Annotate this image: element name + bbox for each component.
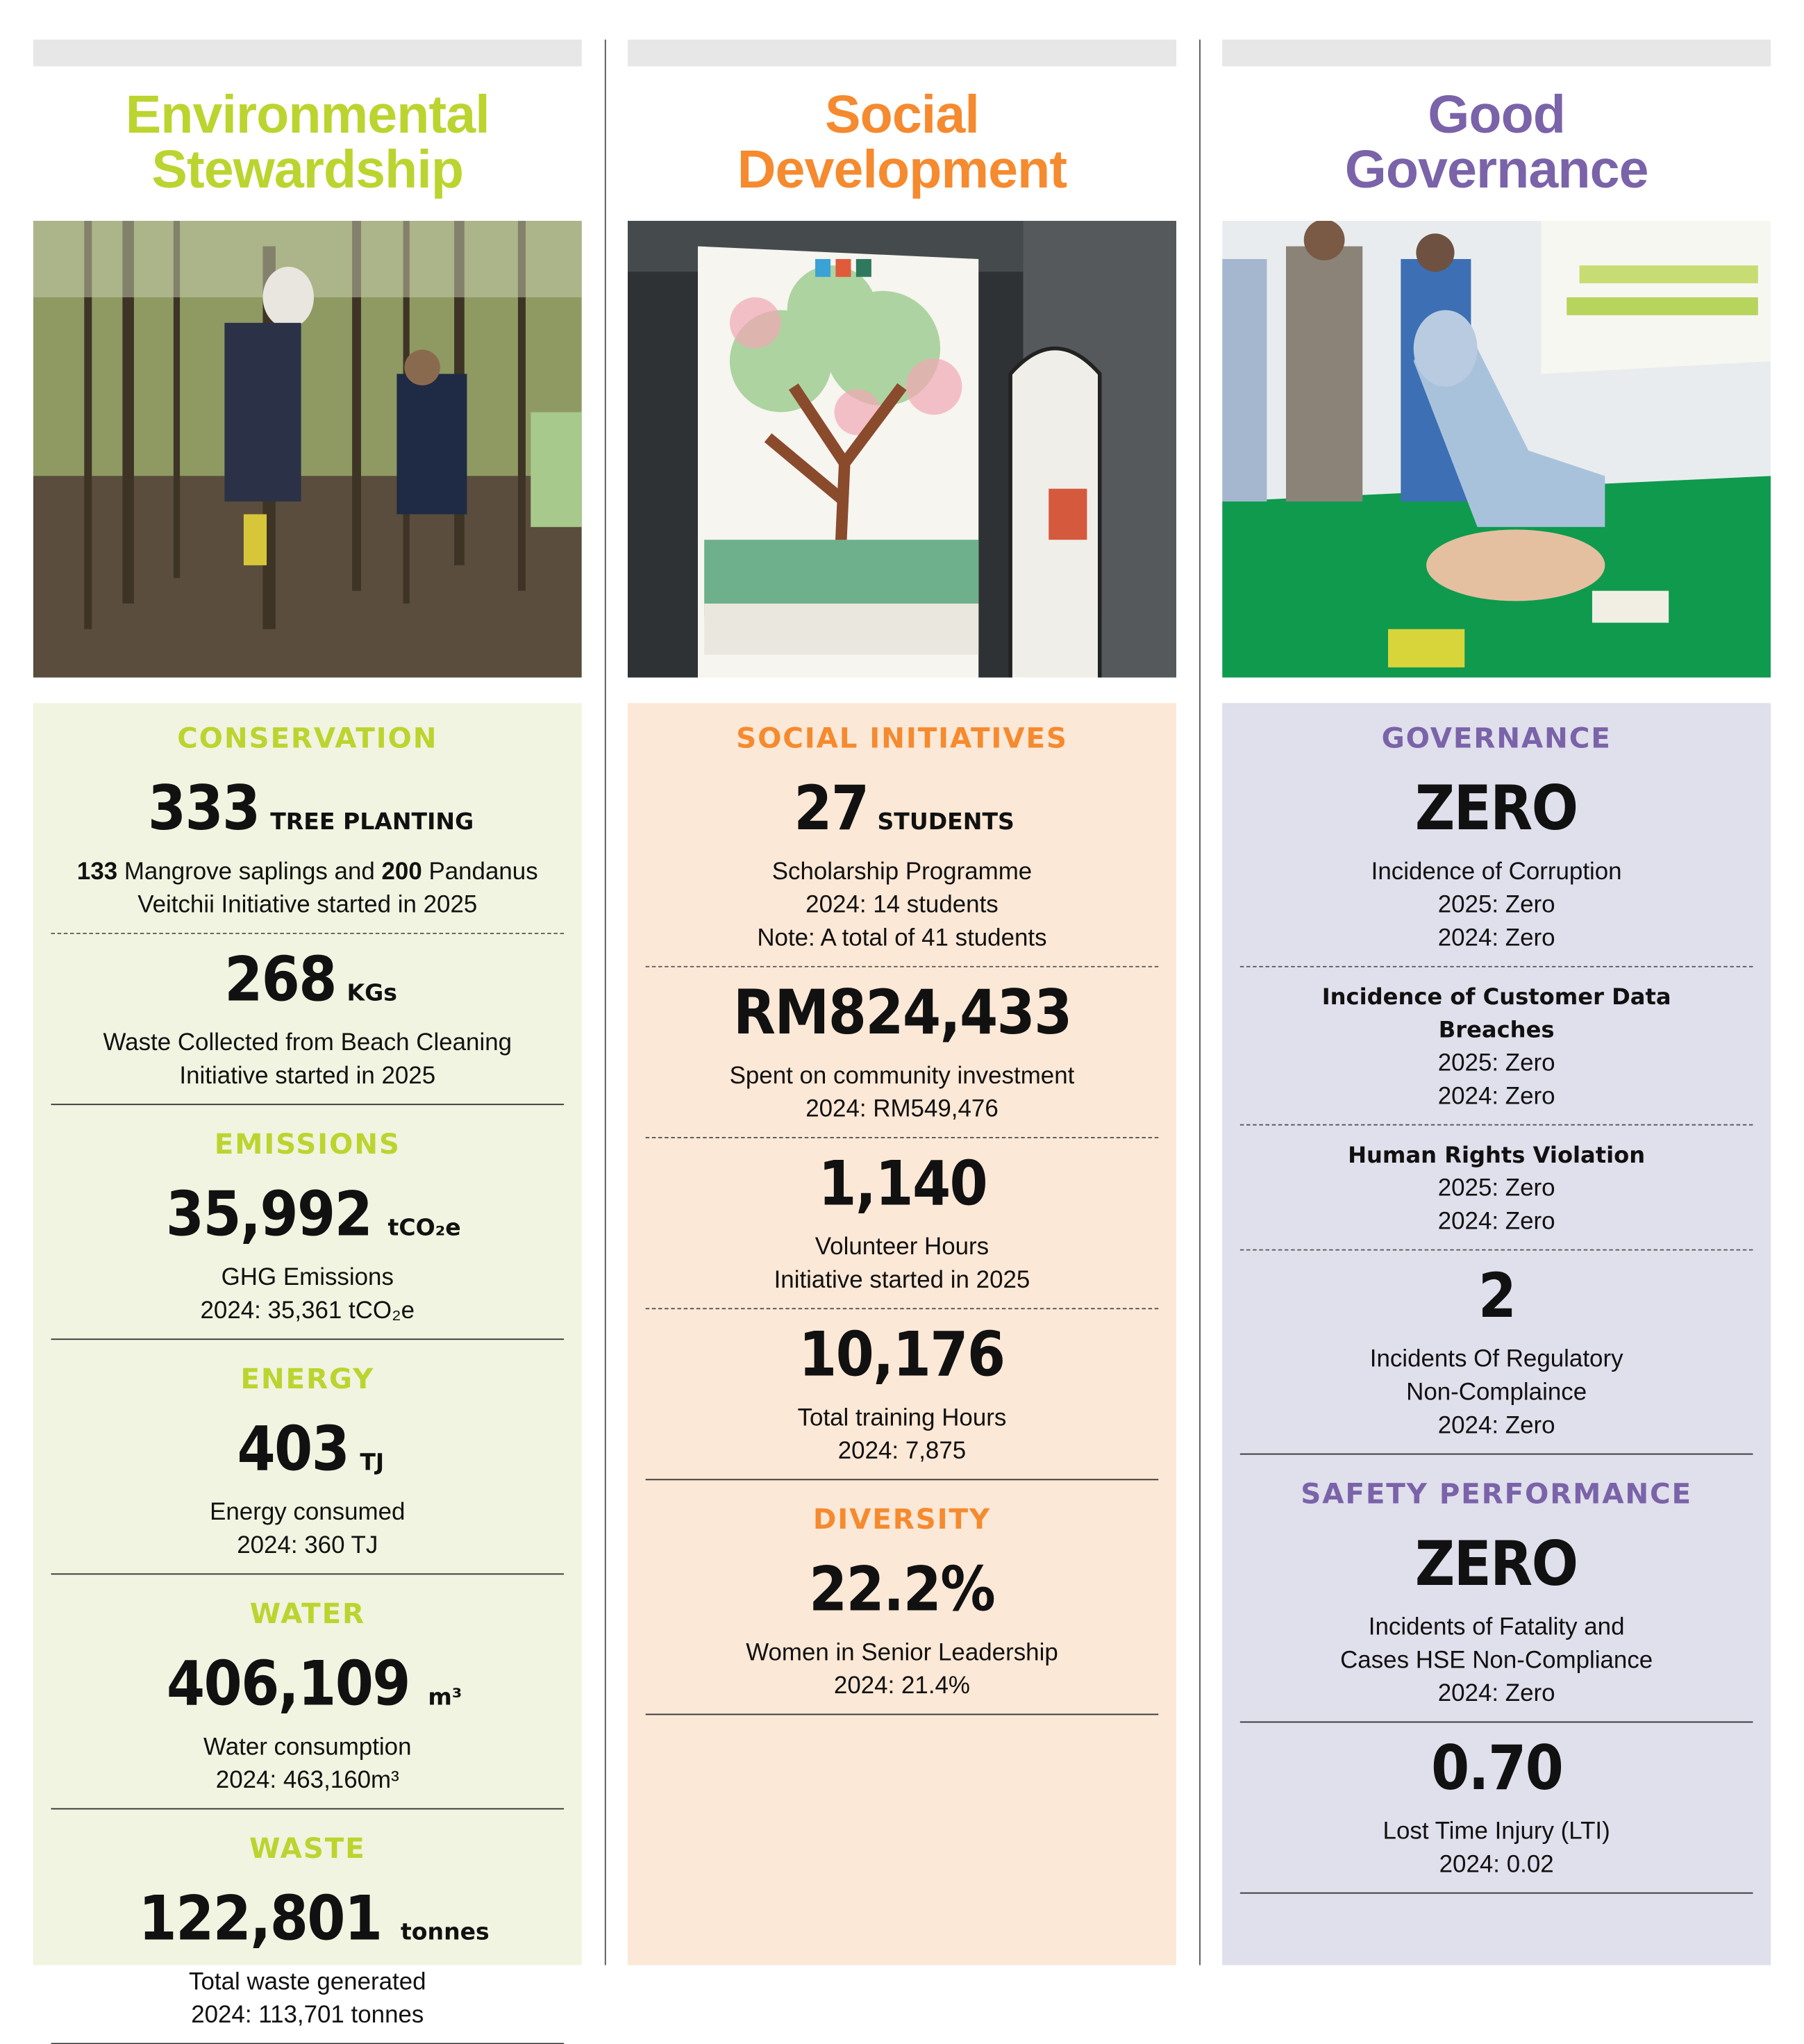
stats-list xyxy=(33,703,582,2044)
section-heading: WASTE xyxy=(249,1834,366,1866)
dashed-separator xyxy=(1240,966,1753,967)
stat-value: 0.70 xyxy=(1430,1733,1562,1804)
stat-unit: TREE PLANTING xyxy=(270,808,474,836)
stat-value: 1,140 xyxy=(817,1148,987,1220)
column-social xyxy=(628,40,1176,1965)
stat-description: Note: A total of 41 students xyxy=(757,925,1047,952)
stat-description: 2025: Zero xyxy=(1437,1175,1555,1202)
stat-item xyxy=(646,773,1159,956)
stat-value: 333 xyxy=(147,773,259,845)
stat-label: Incidence of Customer Data xyxy=(1321,985,1671,1011)
stat-description: 2024: Zero xyxy=(1437,1412,1555,1440)
dashed-separator xyxy=(1240,1124,1753,1126)
stat-description: 2024: RM549,476 xyxy=(805,1096,999,1123)
column-title xyxy=(628,84,1176,199)
stat-value: 406,109 xyxy=(166,1648,410,1720)
top-bar xyxy=(1222,40,1771,67)
column-divider xyxy=(605,40,606,1965)
stat-description: 2025: Zero xyxy=(1437,1050,1555,1077)
stat-value: 403 xyxy=(237,1413,349,1486)
column-title-line: Good xyxy=(1428,84,1566,144)
top-bar xyxy=(33,40,582,67)
stat-description: Volunteer Hours xyxy=(815,1233,989,1261)
stat-value-row xyxy=(646,1554,1159,1637)
stat-description: Incidents of Fatality and xyxy=(1368,1614,1625,1641)
stat-description: Scholarship Programme xyxy=(771,858,1033,886)
stat-description: 2024: 113,701 tonnes xyxy=(191,2002,424,2029)
solid-separator xyxy=(646,1479,1159,1480)
column-title-line: Development xyxy=(737,139,1067,199)
stat-description: 2024: Zero xyxy=(1437,1083,1555,1111)
stats-list xyxy=(1222,703,1771,1893)
stat-highlight: 133 xyxy=(76,858,118,886)
stat-description: Non-Complaince xyxy=(1406,1379,1587,1406)
section-heading: SOCIAL INITIATIVES xyxy=(736,723,1068,756)
stat-description: Initiative started in 2025 xyxy=(179,1063,436,1090)
stat-value-row xyxy=(646,977,1159,1061)
stat-unit: TJ xyxy=(360,1449,385,1477)
stat-description xyxy=(51,856,564,890)
stat-description: 2024: 35,361 tCO₂e xyxy=(200,1297,415,1325)
stat-value: 268 xyxy=(224,944,336,1016)
stat-description: 2024: 7,875 xyxy=(837,1438,967,1465)
stat-item xyxy=(51,773,564,922)
stat-unit: tonnes xyxy=(400,1919,490,1946)
column-divider xyxy=(1199,40,1201,1965)
stat-value: 2 xyxy=(1478,1261,1515,1333)
stats-panel xyxy=(33,703,582,2029)
stat-description: 2024: Zero xyxy=(1437,1680,1555,1708)
stat-item xyxy=(1240,1140,1753,1239)
stat-item xyxy=(51,1648,564,1797)
stat-value-row xyxy=(51,1179,564,1262)
stat-value-row xyxy=(1240,1733,1753,1816)
stat-highlight: 200 xyxy=(381,858,422,886)
stat-value-row xyxy=(51,1883,564,1966)
stat-value-row xyxy=(51,773,564,856)
stat-item xyxy=(646,1554,1159,1703)
solid-separator xyxy=(51,1573,564,1574)
stat-value-row xyxy=(51,1648,564,1731)
stat-value-row xyxy=(51,944,564,1027)
solid-separator xyxy=(51,1338,564,1340)
stat-value: ZERO xyxy=(1415,1529,1578,1600)
stats-list xyxy=(628,703,1176,1715)
stat-description: Veitchii Initiative started in 2025 xyxy=(137,892,478,919)
stat-description: Total waste generated xyxy=(189,1968,426,1996)
stat-value-row xyxy=(646,1319,1159,1402)
stat-unit: m³ xyxy=(428,1684,462,1711)
stat-description: Energy consumed xyxy=(210,1499,406,1527)
solid-separator xyxy=(51,1104,564,1105)
stats-panel xyxy=(1222,703,1771,1965)
column-title-line: Stewardship xyxy=(151,139,464,199)
solid-separator xyxy=(51,1808,564,1809)
section-heading: GOVERNANCE xyxy=(1381,723,1612,756)
solid-separator xyxy=(1240,1454,1753,1455)
section-heading: EMISSIONS xyxy=(214,1129,401,1161)
stat-description: Initiative started in 2025 xyxy=(774,1267,1030,1295)
stat-value: 27 xyxy=(794,773,869,845)
stat-description: Lost Time Injury (LTI) xyxy=(1383,1818,1610,1845)
stat-value-row xyxy=(646,773,1159,856)
dashed-separator xyxy=(646,1137,1159,1138)
stat-item xyxy=(646,1148,1159,1297)
column-title-line: Environmental xyxy=(125,84,490,144)
section-heading: DIVERSITY xyxy=(812,1504,992,1537)
stat-item xyxy=(51,1413,564,1563)
column-environmental xyxy=(33,40,582,2029)
stat-item xyxy=(51,944,564,1093)
stat-label: Breaches xyxy=(1438,1018,1555,1044)
stat-value: 122,801 xyxy=(139,1883,383,1955)
section-heading: CONSERVATION xyxy=(177,723,438,756)
column-title xyxy=(1222,84,1771,199)
stat-unit: STUDENTS xyxy=(877,808,1014,836)
stat-value-row xyxy=(1240,1261,1753,1344)
photo-mangrove-planting xyxy=(33,221,582,678)
stat-item xyxy=(646,977,1159,1127)
stat-description: Incidence of Corruption xyxy=(1371,858,1622,886)
stat-value-row xyxy=(646,1148,1159,1231)
stats-panel xyxy=(628,703,1176,1965)
stat-item xyxy=(1240,1529,1753,1711)
solid-separator xyxy=(1240,1893,1753,1894)
column-governance xyxy=(1222,40,1771,1965)
stat-description: Total training Hours xyxy=(797,1404,1007,1432)
stat-description: 2024: Zero xyxy=(1437,925,1555,952)
stat-item xyxy=(51,1179,564,1328)
stat-description: Cases HSE Non-Compliance xyxy=(1340,1647,1653,1675)
stat-description: 2024: Zero xyxy=(1437,1208,1555,1236)
stat-description: GHG Emissions xyxy=(221,1264,394,1292)
dashed-separator xyxy=(646,966,1159,967)
stat-description: Water consumption xyxy=(203,1734,412,1761)
stat-description: 2025: Zero xyxy=(1437,892,1555,919)
dashed-separator xyxy=(1240,1249,1753,1251)
stat-description: Waste Collected from Beach Cleaning xyxy=(103,1029,512,1057)
solid-separator xyxy=(1240,1722,1753,1723)
stat-item xyxy=(1240,981,1753,1114)
stat-description: Incidents Of Regulatory xyxy=(1369,1346,1623,1373)
stat-value: 35,992 xyxy=(165,1179,371,1251)
stat-value: 22.2% xyxy=(809,1554,995,1626)
stat-text: Mangrove saplings and xyxy=(117,858,382,886)
dashed-separator xyxy=(646,1308,1159,1309)
solid-separator xyxy=(646,1713,1159,1715)
stat-item xyxy=(1240,1261,1753,1443)
stat-text: Pandanus xyxy=(421,858,538,886)
stat-description: 2024: 360 TJ xyxy=(237,1532,378,1560)
stat-description: Women in Senior Leadership xyxy=(746,1639,1058,1667)
stat-value-row xyxy=(51,1413,564,1497)
stat-label: Human Rights Violation xyxy=(1348,1143,1646,1169)
stat-value: RM824,433 xyxy=(733,977,1071,1049)
stat-item xyxy=(51,1883,564,2032)
column-title-line: Social xyxy=(825,84,979,144)
stat-value: ZERO xyxy=(1415,773,1578,845)
top-bar xyxy=(628,40,1176,67)
stat-description: 2024: 21.4% xyxy=(833,1672,970,1700)
stat-unit: KGs xyxy=(346,980,397,1007)
stat-description: 2024: 0.02 xyxy=(1439,1851,1554,1879)
stat-item xyxy=(646,1319,1159,1468)
stat-item xyxy=(1240,1733,1753,1882)
stat-description: 2024: 463,160m³ xyxy=(215,1767,399,1795)
stat-description: Spent on community investment xyxy=(729,1063,1075,1090)
section-heading: ENERGY xyxy=(240,1364,375,1397)
column-title xyxy=(33,84,582,199)
stat-value-row xyxy=(1240,1529,1753,1612)
photo-cpr-training xyxy=(1222,221,1771,678)
photo-esg-tree-poster xyxy=(628,221,1176,678)
dashed-separator xyxy=(51,933,564,934)
section-heading: SAFETY PERFORMANCE xyxy=(1301,1479,1692,1511)
stat-item xyxy=(1240,773,1753,956)
stat-value: 10,176 xyxy=(799,1319,1005,1391)
stat-description: 2024: 14 students xyxy=(805,892,999,919)
section-heading: WATER xyxy=(249,1599,365,1631)
stat-value-row xyxy=(1240,773,1753,856)
column-title-line: Governance xyxy=(1344,139,1648,199)
stat-unit: tCO₂e xyxy=(387,1215,461,1242)
